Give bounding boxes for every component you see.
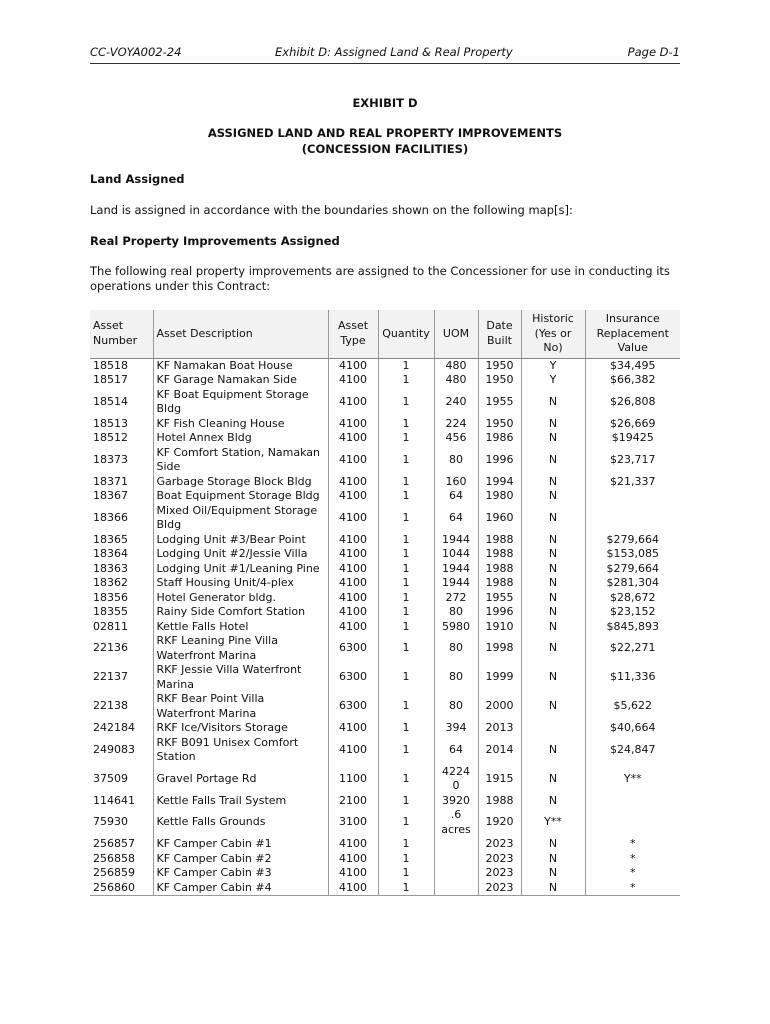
header-historic: Historic (Yes or No) xyxy=(521,310,585,358)
cell-insurance-value xyxy=(585,489,680,504)
cell-uom: 64 xyxy=(434,504,478,533)
cell-uom: 1944 xyxy=(434,576,478,591)
cell-historic: N xyxy=(521,794,585,809)
cell-uom: 456 xyxy=(434,431,478,446)
cell-asset-type: 4100 xyxy=(328,736,378,765)
cell-date-built: 1955 xyxy=(478,388,521,417)
cell-insurance-value: * xyxy=(585,866,680,881)
cell-historic: N xyxy=(521,547,585,562)
cell-historic: N xyxy=(521,576,585,591)
cell-quantity: 1 xyxy=(378,736,434,765)
cell-uom: 394 xyxy=(434,721,478,736)
cell-date-built: 1980 xyxy=(478,489,521,504)
table-row xyxy=(90,533,680,548)
cell-asset-number: 18363 xyxy=(93,561,128,575)
cell-asset-number: 18364 xyxy=(93,547,128,560)
cell-uom: 1044 xyxy=(434,547,478,562)
cell-asset-description: KF Namakan Boat House xyxy=(153,358,328,373)
cell-historic: N xyxy=(521,736,585,765)
cell-historic: N xyxy=(521,475,585,490)
table-row xyxy=(90,794,680,809)
cell-quantity: 1 xyxy=(378,576,434,591)
cell-date-built: 1988 xyxy=(478,533,521,548)
cell-historic: N xyxy=(521,852,585,867)
cell-quantity: 1 xyxy=(378,373,434,388)
cell-quantity: 1 xyxy=(378,692,434,721)
cell-historic xyxy=(521,721,585,736)
cell-historic: N xyxy=(521,692,585,721)
header-quantity: Quantity xyxy=(378,310,434,358)
cell-asset-number: 256858 xyxy=(93,851,135,865)
cell-date-built: 1988 xyxy=(478,794,521,809)
cell-asset-description: Hotel Generator bldg. xyxy=(153,591,328,606)
cell-asset-description: Hotel Annex Bldg xyxy=(153,431,328,446)
cell-uom: 160 xyxy=(434,475,478,490)
cell-asset-number: 22138 xyxy=(93,699,128,713)
page-number: Page D-1 xyxy=(627,45,680,59)
cell-insurance-value: $24,847 xyxy=(585,736,680,765)
cell-asset-type: 2100 xyxy=(328,794,378,809)
cell-asset-type: 4100 xyxy=(328,431,378,446)
cell-uom: 480 xyxy=(434,373,478,388)
cell-asset-type: 6300 xyxy=(328,634,378,663)
cell-date-built: 1988 xyxy=(478,576,521,591)
cell-insurance-value: $40,664 xyxy=(585,721,680,736)
table-row xyxy=(90,562,680,577)
title-line-2: (CONCESSION FACILITIES) xyxy=(301,142,469,156)
table-row xyxy=(90,417,680,432)
cell-asset-type: 4100 xyxy=(328,620,378,635)
cell-uom: 272 xyxy=(434,591,478,606)
cell-asset-description: Kettle Falls Hotel xyxy=(153,620,328,635)
cell-uom xyxy=(434,852,478,867)
cell-insurance-value: $845,893 xyxy=(585,620,680,635)
cell-asset-number: 18518 xyxy=(93,358,128,372)
cell-quantity: 1 xyxy=(378,475,434,490)
cell-quantity: 1 xyxy=(378,504,434,533)
land-assigned-heading: Land Assigned xyxy=(90,172,185,186)
cell-uom: 80 xyxy=(434,605,478,620)
cell-asset-number: 256860 xyxy=(90,881,153,896)
cell-asset-number: 18514 xyxy=(93,394,128,408)
table-row xyxy=(90,446,680,475)
land-assigned-text: Land is assigned in accordance with the boundaries shown on the following map[s]: xyxy=(90,203,573,217)
cell-quantity: 1 xyxy=(378,388,434,417)
cell-insurance-value: * xyxy=(585,837,680,852)
cell-uom: 1944 xyxy=(434,562,478,577)
cell-date-built: 1915 xyxy=(478,765,521,794)
cell-asset-description: Lodging Unit #1/Leaning Pine xyxy=(153,562,328,577)
cell-historic: N xyxy=(521,837,585,852)
cell-asset-number: 22137 xyxy=(93,670,128,684)
cell-historic: N xyxy=(521,562,585,577)
title-line-1: ASSIGNED LAND AND REAL PROPERTY IMPROVEMENTS xyxy=(207,126,563,140)
cell-date-built: 2023 xyxy=(478,866,521,881)
table-row xyxy=(90,837,680,852)
cell-asset-description: RKF B091 Unisex Comfort Station xyxy=(153,736,328,765)
cell-asset-description: RKF Ice/Visitors Storage xyxy=(153,721,328,736)
cell-quantity: 1 xyxy=(378,431,434,446)
table-row xyxy=(90,692,680,721)
cell-asset-type: 3100 xyxy=(328,808,378,837)
cell-historic: N xyxy=(521,881,585,896)
cell-quantity: 1 xyxy=(378,620,434,635)
cell-asset-number: 22136 xyxy=(93,641,128,655)
cell-asset-description: Lodging Unit #3/Bear Point xyxy=(153,533,328,548)
cell-historic: N xyxy=(521,504,585,533)
cell-historic: Y xyxy=(521,358,585,373)
header-asset-type: Asset Type xyxy=(328,310,378,358)
cell-asset-type: 4100 xyxy=(328,417,378,432)
cell-quantity: 1 xyxy=(378,866,434,881)
cell-date-built: 2023 xyxy=(478,852,521,867)
cell-uom: 64 xyxy=(434,736,478,765)
cell-insurance-value: $34,495 xyxy=(585,358,680,373)
cell-date-built: 1920 xyxy=(478,808,521,837)
cell-insurance-value: $21,337 xyxy=(585,475,680,490)
cell-asset-description: KF Boat Equipment Storage Bldg xyxy=(153,388,328,417)
cell-insurance-value xyxy=(585,808,680,837)
improvements-text: The following real property improvements are assigned to the Concessioner for use in conducting its operations under this Contract: xyxy=(90,264,670,293)
header-asset-description: Asset Description xyxy=(153,310,328,358)
cell-asset-description: Boat Equipment Storage Bldg xyxy=(153,489,328,504)
cell-historic: N xyxy=(521,605,585,620)
cell-asset-type: 1100 xyxy=(328,765,378,794)
cell-quantity: 1 xyxy=(378,852,434,867)
cell-historic: N xyxy=(521,431,585,446)
cell-historic: N xyxy=(521,388,585,417)
cell-uom: 1944 xyxy=(434,533,478,548)
improvements-table xyxy=(90,310,680,896)
table-row xyxy=(90,881,680,896)
cell-insurance-value: $28,672 xyxy=(585,591,680,606)
table-row xyxy=(90,358,680,373)
cell-asset-type: 4100 xyxy=(328,576,378,591)
cell-asset-number: 256859 xyxy=(93,866,135,879)
cell-asset-number: 18512 xyxy=(93,431,128,444)
cell-date-built: 1988 xyxy=(478,562,521,577)
table-row xyxy=(90,547,680,562)
cell-quantity: 1 xyxy=(378,721,434,736)
table-row xyxy=(90,576,680,591)
cell-uom: .6 acres xyxy=(434,808,478,837)
table-header-row xyxy=(90,310,680,358)
table-row xyxy=(90,475,680,490)
cell-uom: 3920 xyxy=(434,794,478,809)
cell-historic: N xyxy=(521,533,585,548)
cell-asset-number: 18366 xyxy=(93,510,128,524)
cell-historic: N xyxy=(521,446,585,475)
cell-insurance-value: $23,152 xyxy=(585,605,680,620)
cell-asset-type: 4100 xyxy=(328,591,378,606)
table-row xyxy=(90,808,680,837)
table-row xyxy=(90,736,680,765)
cell-uom: 480 xyxy=(434,358,478,373)
table-row xyxy=(90,605,680,620)
cell-asset-description: Mixed Oil/Equipment Storage Bldg xyxy=(153,504,328,533)
cell-date-built: 1960 xyxy=(478,504,521,533)
cell-asset-description: Garbage Storage Block Bldg xyxy=(153,475,328,490)
cell-quantity: 1 xyxy=(378,794,434,809)
cell-asset-type: 4100 xyxy=(328,504,378,533)
cell-asset-type: 4100 xyxy=(328,547,378,562)
cell-asset-description: KF Comfort Station, Namakan Side xyxy=(153,446,328,475)
cell-asset-number: 256857 xyxy=(93,837,135,850)
cell-historic: N xyxy=(521,620,585,635)
cell-insurance-value: $19425 xyxy=(585,431,680,446)
cell-asset-type: 4100 xyxy=(328,881,378,896)
header-uom: UOM xyxy=(434,310,478,358)
cell-historic: N xyxy=(521,591,585,606)
cell-insurance-value: $22,271 xyxy=(585,634,680,663)
cell-historic: Y xyxy=(521,373,585,388)
cell-quantity: 1 xyxy=(378,808,434,837)
cell-insurance-value: $26,669 xyxy=(585,417,680,432)
cell-uom: 4224 0 xyxy=(434,765,478,794)
cell-asset-description: KF Camper Cabin #2 xyxy=(153,852,328,867)
cell-uom: 80 xyxy=(434,634,478,663)
cell-quantity: 1 xyxy=(378,881,434,896)
cell-asset-type: 4100 xyxy=(328,866,378,881)
improvements-heading: Real Property Improvements Assigned xyxy=(90,234,340,248)
table-row xyxy=(90,591,680,606)
table-row xyxy=(90,852,680,867)
cell-date-built: 1910 xyxy=(478,620,521,635)
exhibit-title: EXHIBIT D xyxy=(352,96,418,110)
cell-insurance-value xyxy=(585,504,680,533)
cell-historic: N xyxy=(521,765,585,794)
header-date-built: Date Built xyxy=(478,310,521,358)
cell-insurance-value: $11,336 xyxy=(585,663,680,692)
cell-quantity: 1 xyxy=(378,358,434,373)
cell-quantity: 1 xyxy=(378,446,434,475)
cell-asset-number: 18517 xyxy=(93,373,128,386)
cell-asset-description: KF Camper Cabin #1 xyxy=(153,837,328,852)
cell-asset-number: 18371 xyxy=(93,474,128,488)
table-row xyxy=(90,431,680,446)
cell-quantity: 1 xyxy=(378,489,434,504)
cell-quantity: 1 xyxy=(378,533,434,548)
cell-asset-type: 4100 xyxy=(328,358,378,373)
cell-asset-number: 18355 xyxy=(93,605,128,618)
table-row xyxy=(90,489,680,504)
cell-insurance-value: $281,304 xyxy=(585,576,680,591)
table-row xyxy=(90,388,680,417)
cell-asset-description: Staff Housing Unit/4-plex xyxy=(153,576,328,591)
cell-insurance-value: $279,664 xyxy=(585,562,680,577)
cell-asset-number: 18362 xyxy=(93,576,128,589)
cell-date-built: 1996 xyxy=(478,605,521,620)
cell-historic: N xyxy=(521,489,585,504)
cell-date-built: 1996 xyxy=(478,446,521,475)
cell-asset-description: Rainy Side Comfort Station xyxy=(153,605,328,620)
cell-date-built: 1950 xyxy=(478,358,521,373)
exhibit-header-title: Exhibit D: Assigned Land & Real Property xyxy=(275,45,513,59)
cell-date-built: 1999 xyxy=(478,663,521,692)
cell-asset-number: 249083 xyxy=(93,742,135,756)
cell-insurance-value: $66,382 xyxy=(585,373,680,388)
cell-asset-type: 4100 xyxy=(328,852,378,867)
table-row xyxy=(90,765,680,794)
header-insurance-value: Insurance Replacement Value xyxy=(585,310,680,358)
cell-date-built: 2023 xyxy=(478,881,521,896)
cell-asset-description: Gravel Portage Rd xyxy=(153,765,328,794)
cell-asset-number: 18373 xyxy=(93,452,128,466)
cell-asset-description: KF Fish Cleaning House xyxy=(153,417,328,432)
table-row xyxy=(90,663,680,692)
cell-quantity: 1 xyxy=(378,663,434,692)
cell-uom: 80 xyxy=(434,663,478,692)
cell-quantity: 1 xyxy=(378,605,434,620)
cell-asset-type: 6300 xyxy=(328,692,378,721)
cell-uom: 64 xyxy=(434,489,478,504)
cell-asset-description: Kettle Falls Trail System xyxy=(153,794,328,809)
cell-historic: Y** xyxy=(521,808,585,837)
cell-quantity: 1 xyxy=(378,547,434,562)
cell-asset-type: 4100 xyxy=(328,605,378,620)
cell-date-built: 1994 xyxy=(478,475,521,490)
cell-insurance-value: $153,085 xyxy=(585,547,680,562)
cell-asset-description: KF Camper Cabin #3 xyxy=(153,866,328,881)
table-row xyxy=(90,373,680,388)
table-row xyxy=(90,634,680,663)
cell-insurance-value xyxy=(585,794,680,809)
cell-insurance-value: * xyxy=(585,852,680,867)
cell-uom: 80 xyxy=(434,446,478,475)
cell-quantity: 1 xyxy=(378,765,434,794)
cell-asset-description: RKF Leaning Pine Villa Waterfront Marina xyxy=(153,634,328,663)
cell-asset-type: 4100 xyxy=(328,475,378,490)
cell-asset-number: 37509 xyxy=(93,771,128,785)
table-row xyxy=(90,620,680,635)
cell-asset-type: 4100 xyxy=(328,388,378,417)
cell-insurance-value: Y** xyxy=(585,765,680,794)
cell-asset-type: 4100 xyxy=(328,533,378,548)
cell-asset-type: 4100 xyxy=(328,562,378,577)
cell-date-built: 1986 xyxy=(478,431,521,446)
cell-uom: 224 xyxy=(434,417,478,432)
table-row xyxy=(90,504,680,533)
cell-uom xyxy=(434,866,478,881)
cell-date-built: 1988 xyxy=(478,547,521,562)
cell-asset-type: 4100 xyxy=(328,446,378,475)
page-header xyxy=(90,45,680,64)
cell-asset-description: RKF Jessie Villa Waterfront Marina xyxy=(153,663,328,692)
cell-asset-description: Kettle Falls Grounds xyxy=(153,808,328,837)
cell-asset-number: 02811 xyxy=(93,619,128,633)
cell-asset-number: 75930 xyxy=(93,815,128,829)
cell-date-built: 1950 xyxy=(478,373,521,388)
cell-insurance-value: $26,808 xyxy=(585,388,680,417)
cell-uom: 240 xyxy=(434,388,478,417)
cell-uom: 5980 xyxy=(434,620,478,635)
cell-uom: 80 xyxy=(434,692,478,721)
cell-insurance-value: $5,622 xyxy=(585,692,680,721)
cell-historic: N xyxy=(521,417,585,432)
cell-insurance-value: $279,664 xyxy=(585,533,680,548)
cell-asset-type: 4100 xyxy=(328,837,378,852)
cell-uom xyxy=(434,837,478,852)
cell-historic: N xyxy=(521,634,585,663)
cell-date-built: 2023 xyxy=(478,837,521,852)
cell-asset-type: 4100 xyxy=(328,721,378,736)
cell-date-built: 2014 xyxy=(478,736,521,765)
cell-insurance-value: $23,717 xyxy=(585,446,680,475)
cell-date-built: 2013 xyxy=(478,721,521,736)
cell-date-built: 2000 xyxy=(478,692,521,721)
document-id: CC-VOYA002-24 xyxy=(90,45,182,59)
cell-asset-number: 18367 xyxy=(93,489,128,502)
cell-quantity: 1 xyxy=(378,591,434,606)
table-row xyxy=(90,866,680,881)
cell-quantity: 1 xyxy=(378,837,434,852)
cell-historic: N xyxy=(521,866,585,881)
cell-asset-description: KF Garage Namakan Side xyxy=(153,373,328,388)
cell-uom xyxy=(434,881,478,896)
cell-quantity: 1 xyxy=(378,634,434,663)
cell-asset-type: 6300 xyxy=(328,663,378,692)
header-asset-number: Asset Number xyxy=(90,310,153,358)
cell-asset-description: KF Camper Cabin #4 xyxy=(153,881,328,896)
cell-asset-number: 18513 xyxy=(93,416,128,430)
cell-quantity: 1 xyxy=(378,562,434,577)
cell-date-built: 1950 xyxy=(478,417,521,432)
cell-asset-type: 4100 xyxy=(328,373,378,388)
cell-historic: N xyxy=(521,663,585,692)
cell-asset-number: 18356 xyxy=(93,590,128,604)
cell-asset-type: 4100 xyxy=(328,489,378,504)
cell-asset-number: 18365 xyxy=(93,532,128,546)
cell-insurance-value: * xyxy=(585,881,680,896)
table-row xyxy=(90,721,680,736)
cell-asset-number: 114641 xyxy=(93,793,135,807)
cell-asset-description: RKF Bear Point Villa Waterfront Marina xyxy=(153,692,328,721)
cell-asset-description: Lodging Unit #2/Jessie Villa xyxy=(153,547,328,562)
cell-date-built: 1998 xyxy=(478,634,521,663)
cell-asset-number: 242184 xyxy=(93,721,135,734)
cell-date-built: 1955 xyxy=(478,591,521,606)
cell-quantity: 1 xyxy=(378,417,434,432)
